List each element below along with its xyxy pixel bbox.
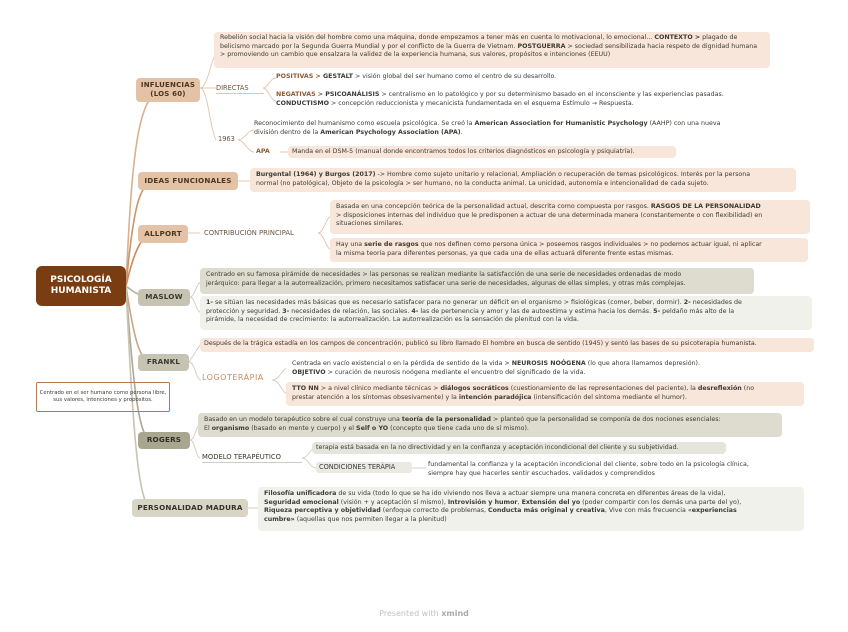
condiciones-terapia-label[interactable]: CONDICIONES TERÁPIA — [316, 462, 412, 473]
allport-serie-box: Hay una serie de rasgos que nos definen como persona única > poseemos rasgos individuales > no podemos actuar igual, ni aplicar la misma teoría para diferentes personas, ya que cada una de ellas actuará diferente frente estas mismas. — [330, 238, 808, 262]
branch-frankl[interactable]: FRANKL — [138, 354, 189, 371]
ideas-text-box: Burgental (1964) y Burgos (2017) -> Hombre como sujeto unitario y relacional, Ampliación o recuperación de temas psicológicos. Interés por la persona normal (no patológica), Objeto de la psicología > ser humano, no la conducta animal. La unicidad, autonomía e intencionalidad de cada sujeto. — [250, 168, 796, 192]
branch-allport[interactable]: ALLPORT — [138, 225, 188, 243]
rogers-teoria-box: Basado en un modelo terapéutico sobre el cual construye una teoría de la personalidad > planteó que la personalidad se componía de dos nociones esenciales: El organismo (basado en mente y cuerpo) y el Self o YO (concepto que tiene cada uno de sí mismo). — [198, 413, 782, 437]
branch-maslow[interactable]: MASLOW — [138, 289, 190, 306]
frankl-text-box: Después de la trágica estadía en los campos de concentración, publicó su libro llamado El hombre en busca de sentido (1945) y sentó las bases de su psicoterapia humanista. — [200, 338, 814, 352]
branch-personalidad-madura[interactable]: PERSONALIDAD MADURA — [132, 499, 248, 517]
influencias-context-box: Rebelión social hacia la visión del hombre como una máquina, donde empezamos a tener más en cuenta lo motivacional, lo emocional... CONTEXTO > plagado de belicismo marcado por la Segunda Guerra Mundial y por el conflicto de la Guerra de Vietnam. POSTGUERRA > sociedad sensibilizada hacia respeto de dignidad humana > promoviendo un cambio que ensalzara la validez de la experiencia humana, sus valores, propósitos e intenciones (EEUU) — [214, 32, 770, 68]
y1963-text: Reconocimiento del humanismo como escuela psicológica. Se creó la American Association for Humanistic Psychology (AAHP) con una nueva división dentro de la American Psychology Association (APA). — [254, 120, 721, 136]
branch-influencias[interactable] — [136, 78, 200, 102]
root-topic[interactable]: PSICOLOGÍA HUMANISTA — [36, 266, 126, 306]
branch-ideas-funcionales[interactable]: IDEAS FUNCIONALES — [138, 172, 238, 190]
madura-text-box: Filosofía unificadora de su vida (todo lo que se ha ido viviendo nos lleva a actuar siempre una manera concreta en diferentes áreas de la vida), Seguridad emocional (visión + y aceptación sí mismo), Introvisión y humor, Extensión del yo (poder compartir con los demás una parte del yo), Riqueza perceptiva y objetividad (enfoque correcto de problemas, Conducta más original y creativa, Vive con más frecuencia «experiencias cumbre» (aquellas que nos permiten llegar a la plenitud) — [258, 487, 804, 531]
year-1963-label[interactable]: 1963 — [218, 135, 235, 143]
directas-negativas: NEGATIVAS > PSICOANÁLISIS > centralismo en lo patológico y por su determinismo basado en el inconsciente y las experiencias pasadas. CONDUCTISMO > concepción reduccionista y mecanicista fundamentada en el esquema Estímulo → Respuesta. — [276, 91, 724, 107]
contribucion-principal-label[interactable]: CONTRIBUCIÓN PRINCIPAL — [204, 229, 294, 237]
logoterapia-tto-box: TTO NN > a nivel clínico mediante técnicas > diálogos socráticos (cuestionamiento de las representaciones del paciente), la desreflexión (no prestar atención a los síntomas obsesivamente) y la intención paradójica (intensificación del síntoma mediante el humor). — [286, 382, 804, 406]
apa-text: Manda en el DSM-5 (manual donde encontramos todos los criterios diagnósticos en psicología y psiquiatría). — [288, 146, 676, 158]
directas-label[interactable]: DIRECTAS — [216, 84, 264, 94]
rogers-no-directividad-box: terapia está basada en la no directividad y en la confianza y aceptación incondicional del cliente y su subjetividad. — [312, 442, 726, 454]
rogers-condiciones-text: fundamental la confianza y la aceptación incondicional del cliente, sobre todo en la psicología clínica, siempre hay que hacerles sentir escuchados, validados y comprendidos — [428, 461, 749, 477]
branch-influencias-label: INFLUENCIAS (LOS 60) — [140, 81, 196, 98]
branch-rogers[interactable]: ROGERS — [138, 432, 190, 449]
maslow-piramide-box: Centrado en su famosa pirámide de necesidades > las personas se realizan mediante la satisfacción de una serie de necesidades ordenadas de modo jerárquico: para llegar a la autorrealización, primero necesitamos satisfacer una serie de necesidades, algunas de ellas simples, y otras más complejas. — [200, 268, 754, 294]
central-note: Centrado en el ser humano como persona libre, sus valores, intenciones y propósitos. — [36, 382, 170, 412]
logoterapia-label[interactable]: LOGOTERÁPIA — [202, 373, 264, 382]
maslow-niveles-box: 1- se sitúan las necesidades más básicas que es necesario satisfacer para no generar un déficit en el organismo > fisiológicas (comer, beber, dormir). 2- necesidades de protección y seguridad. 3- necesidades de relación, las sociales. 4- las de pertenencia y amor y las de autoestima y estima hacia los demás. 5- peldaño más alto de la pirámide, la necesidad de crecimiento: la autorrealización. La autorrealización es la sensación de plenitud con la vida. — [200, 296, 812, 330]
directas-positivas: POSITIVAS > GESTALT > visión global del ser humano como el centro de su desarrollo. — [276, 73, 557, 80]
xmind-watermark: Presented with xmind — [379, 609, 469, 618]
logoterapia-objetivo-box: Centrada en vacío existencial o en la pérdida de sentido de la vida > NEUROSIS NOÓGENA (lo que ahora llamamos depresión). OBJETIVO > curación de neurosis noógena mediante el encuentro del significado de la vida. — [286, 357, 766, 379]
allport-rasgos-box: Basada en una concepción teórica de la personalidad actual, descrita como compuesta por rasgos. RASGOS DE LA PERSONALIDAD > disposiciones internas del individuo que le predisponen a actuar de una determinada manera (constantemente o con flexibilidad) en situaciones similares. — [330, 200, 810, 234]
apa-label[interactable]: APA — [256, 148, 270, 155]
modelo-terapeutico-label[interactable]: MODELO TERAPÉUTICO — [202, 453, 302, 463]
